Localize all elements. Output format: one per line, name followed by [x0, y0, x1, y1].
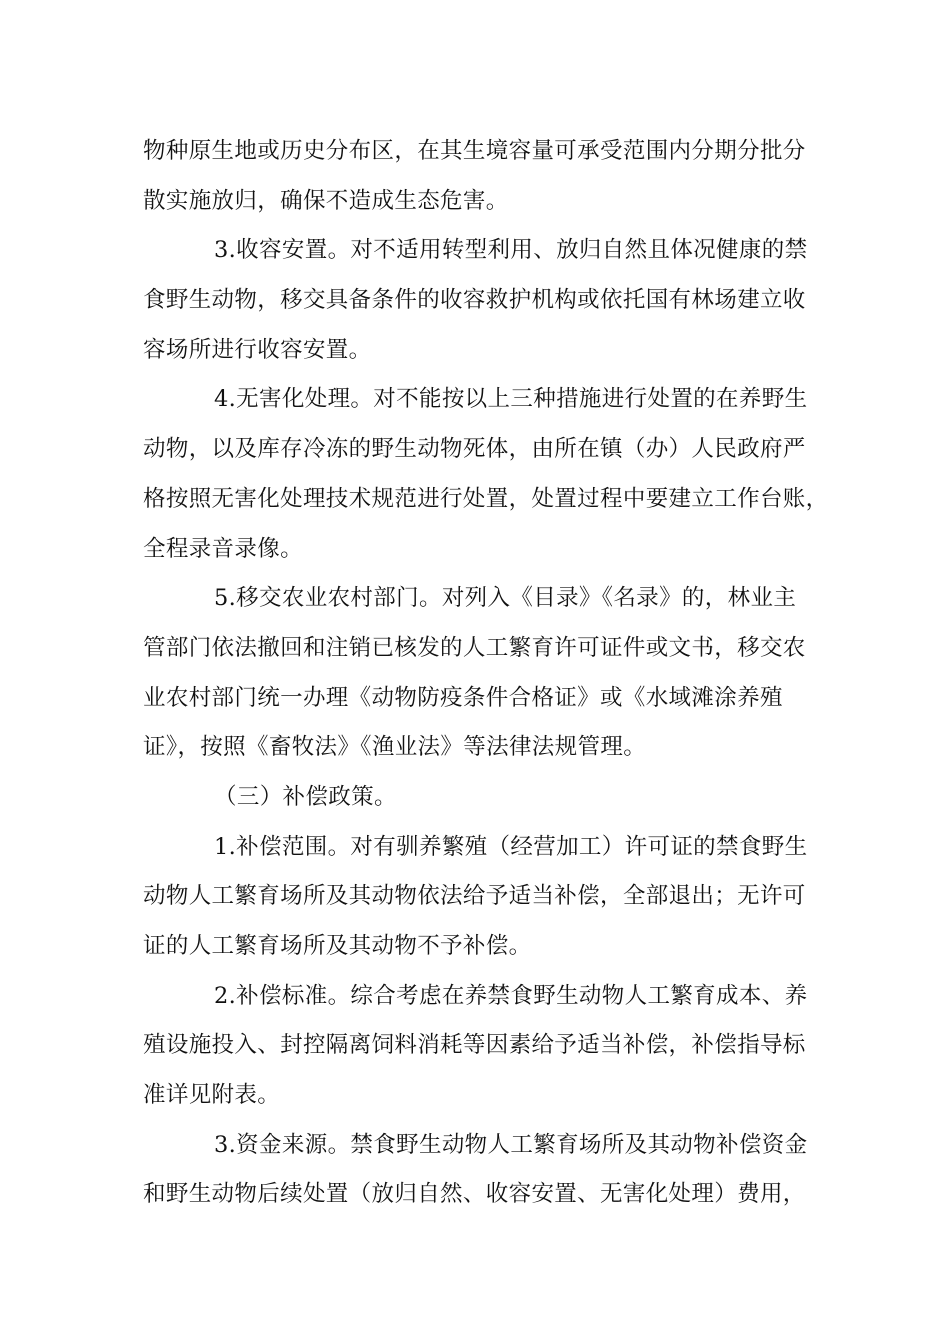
text-line-5: 容场所进行收容安置。 [143, 337, 372, 363]
text-line-4: 食野生动物，移交具备条件的收容救护机构或依托国有林场建立收 [143, 287, 806, 313]
text-line-21: 3.资金来源。禁食野生动物人工繁育场所及其动物补偿资金 [214, 1132, 808, 1158]
text-line-12: 业农村部门统一办理《动物防疫条件合格证》或《水域滩涂养殖 [143, 685, 783, 711]
text-line-10: 5.移交农业农村部门。对列入《目录》《名录》的，林业主 [214, 585, 797, 611]
text-line-2: 散实施放归，确保不造成生态危害。 [143, 188, 509, 214]
text-line-3: 3.收容安置。对不适用转型利用、放归自然且体况健康的禁 [214, 237, 808, 263]
text-line-1: 物种原生地或历史分布区，在其生境容量可承受范围内分期分批分 [143, 138, 806, 164]
text-line-9: 全程录音录像。 [143, 536, 303, 562]
text-line-15: 1.补偿范围。对有驯养繁殖（经营加工）许可证的禁食野生 [214, 834, 808, 860]
text-line-13: 证》，按照《畜牧法》《渔业法》等法律法规管理。 [143, 734, 647, 760]
text-line-22: 和野生动物后续处置（放归自然、收容安置、无害化处理）费用， [143, 1181, 806, 1207]
text-line-11: 管部门依法撤回和注销已核发的人工繁育许可证件或文书，移交农 [143, 635, 806, 661]
text-line-18: 2.补偿标准。综合考虑在养禁食野生动物人工繁育成本、养 [214, 983, 808, 1009]
text-line-7: 动物，以及库存冷冻的野生动物死体，由所在镇（办）人民政府严 [143, 436, 806, 462]
text-line-17: 证的人工繁育场所及其动物不予补偿。 [143, 933, 532, 959]
text-line-19: 殖设施投入、封控隔离饲料消耗等因素给予适当补偿，补偿指导标 [143, 1032, 806, 1058]
text-line-16: 动物人工繁育场所及其动物依法给予适当补偿，全部退出；无许可 [143, 883, 806, 909]
text-line-6: 4.无害化处理。对不能按以上三种措施进行处置的在养野生 [214, 386, 808, 412]
text-line-20: 准详见附表。 [143, 1082, 281, 1108]
text-line-8: 格按照无害化处理技术规范进行处置，处置过程中要建立工作台账， [143, 486, 829, 512]
section-heading: （三）补偿政策。 [214, 784, 397, 810]
